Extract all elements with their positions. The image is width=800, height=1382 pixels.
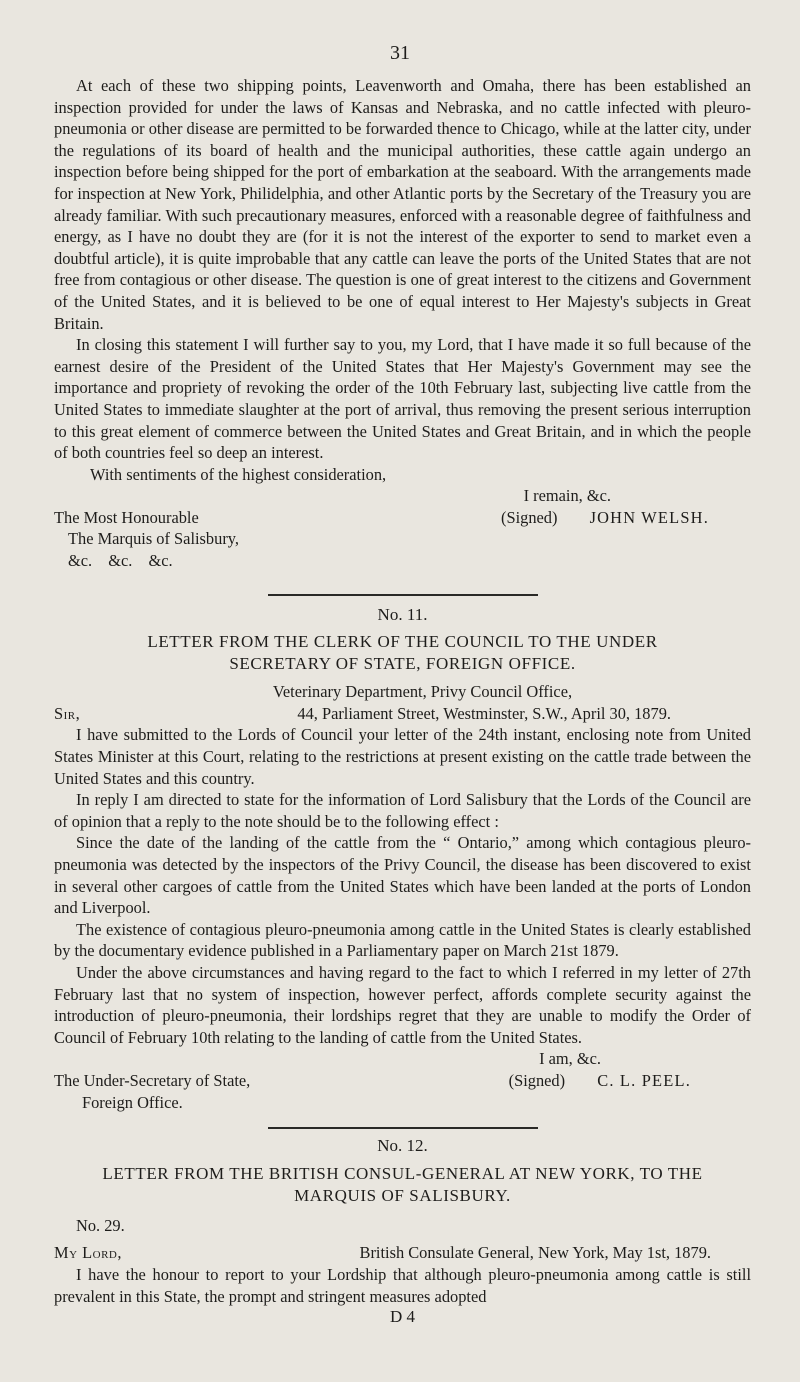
letter-title: LETTER FROM THE BRITISH CONSUL-GENERAL AT NEW YORK, TO THE bbox=[102, 1163, 703, 1183]
signed-label: (Signed) bbox=[501, 507, 558, 527]
addressee-line: The Most Honourable bbox=[54, 507, 199, 527]
paragraph: In closing this statement I will further say to you, my Lord, that I have made it so full because of the earnest desire of the President of the United States that Her Majesty's Government may see the importance and propriety of revoking the order of the 10th February last, subjecting live cattle from the United States to immediate slaughter at the port of arrival, thus removing the present serious interruption to this great element of commerce between the United States and Great Britain, and in which the people of both countries feel so deep an interest. bbox=[54, 335, 751, 463]
signer-name: C. L. PEEL. bbox=[597, 1070, 691, 1090]
sub-number: No. 29. bbox=[76, 1215, 125, 1235]
signed-label: (Signed) bbox=[508, 1070, 566, 1090]
letter-title: LETTER FROM THE CLERK OF THE COUNCIL TO THE UNDER bbox=[147, 632, 658, 652]
letter-address: 44, Parliament Street, Westminster, S.W., April 30, 1879. bbox=[297, 703, 671, 723]
letter-number: No. 11. bbox=[377, 604, 428, 624]
salutation-row bbox=[54, 1242, 751, 1264]
closing-remain: I am, &c. bbox=[539, 1049, 601, 1069]
letter-number: No. 12. bbox=[377, 1136, 428, 1156]
signature-mark: D 4 bbox=[389, 1307, 416, 1327]
closing-row bbox=[54, 1070, 751, 1092]
paragraph: I have the honour to report to your Lordship that although pleuro-pneumonia among cattle is still prevalent in this State, the prompt and stringent measures adopted bbox=[54, 1264, 751, 1306]
salutation-row bbox=[54, 703, 751, 725]
page-number: 31 bbox=[390, 42, 410, 64]
closing-row bbox=[54, 507, 751, 529]
paragraph: Since the date of the landing of the cattle from the “ Ontario,” among which contagious pleuro-pneumonia was detected by the inspectors of the Privy Council, the disease has been discovered to exist in several other cargoes of cattle from the United States which have been landed at the ports of London and Liverpool. bbox=[54, 833, 751, 918]
paragraph: In reply I am directed to state for the information of Lord Salisbury that the Lords of the Council are of opinion that a reply to the note should be to the following effect : bbox=[54, 790, 751, 831]
signer-name: JOHN WELSH. bbox=[589, 507, 709, 527]
letter-address: Veterinary Department, Privy Council Office, bbox=[272, 682, 573, 702]
document-body bbox=[54, 75, 751, 1327]
paragraph: At each of these two shipping points, Leavenworth and Omaha, there has been established an inspection provided for under the laws of Kansas and Nebraska, and no cattle infected with pleuro-pneumonia or other disease are permitted to be forwarded thence to Chicago, while at the latter city, under the regulations of its board of health and the municipal authorities, these cattle again undergo an inspection before being shipped for the port of embarkation at the seaboard. With the arrangements made for inspection at New York, Philidelphia, and other Atlantic ports by the Secretary of the Treasury you are already familiar. With such precautionary measures, enforced with a reasonable degree of faithfulness and energy, as I have no doubt they are (for it is not the interest of the exporter to send to market even a doubtful article), it is quite improbable that any cattle can leave the ports of the United States that are not free from contagious or other disease. The question is one of great interest to the citizens and Government of the United States, and it is believed to be one of equal interest to Her Majesty's subjects in Great Britain. bbox=[54, 76, 751, 333]
letter-title: MARQUIS OF SALISBURY. bbox=[294, 1185, 511, 1205]
addressee-line: Foreign Office. bbox=[82, 1092, 183, 1112]
salutation: Sir, bbox=[54, 703, 81, 723]
letter-address: British Consulate General, New York, May 1st, 1879. bbox=[359, 1243, 711, 1263]
addressee-line: &c. &c. &c. bbox=[68, 551, 173, 571]
letter-title: SECRETARY OF STATE, FOREIGN OFFICE. bbox=[229, 654, 576, 674]
paragraph: With sentiments of the highest consideration, bbox=[90, 464, 387, 484]
salutation: My Lord, bbox=[54, 1243, 122, 1263]
paragraph: I have submitted to the Lords of Council your letter of the 24th instant, enclosing note from United States Minister at this Court, relating to the restrictions at present existing on the cattle trade between the United States and this country. bbox=[54, 725, 751, 788]
closing-remain: I remain, &c. bbox=[523, 486, 611, 506]
paragraph: The existence of contagious pleuro-pneumonia among cattle in the United States is clearly established by the documentary evidence published in a Parliamentary paper on March 21st 1879. bbox=[54, 919, 751, 961]
paragraph: Under the above circumstances and having regard to the fact to which I referred in my letter of 27th February last that no system of inspection, however perfect, affords complete security against the introduction of pleuro-pneumonia, their lordships regret that they are unable to modify the Order of Council of February 10th relating to the landing of cattle from the United States. bbox=[54, 962, 751, 1047]
addressee-line: The Under-Secretary of State, bbox=[54, 1070, 251, 1090]
addressee-line: The Marquis of Salisbury, bbox=[68, 529, 240, 549]
